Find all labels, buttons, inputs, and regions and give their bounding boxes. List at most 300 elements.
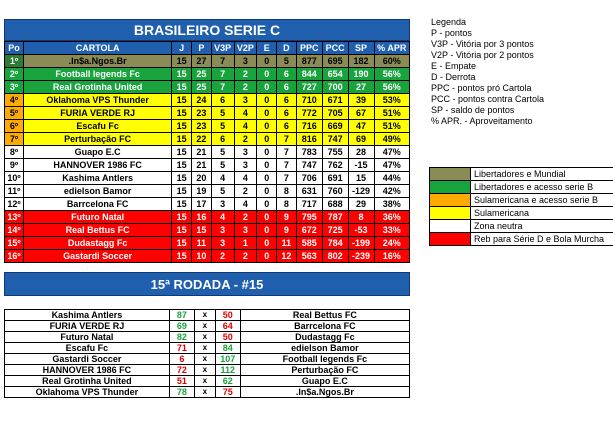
cell-v2p: 4 bbox=[234, 120, 257, 133]
cell-games: 15 bbox=[172, 94, 192, 107]
cell-pcc: 691 bbox=[322, 172, 348, 185]
cell-draws: 0 bbox=[257, 237, 277, 250]
cell-sp: 182 bbox=[348, 55, 374, 68]
cell-position: 6º bbox=[5, 120, 24, 133]
legend-item: PPC - pontos pró Cartola bbox=[431, 83, 532, 93]
col-header-v3p[interactable]: V3P bbox=[211, 42, 234, 55]
zone-color-swatch bbox=[430, 207, 471, 219]
cell-apr: 51% bbox=[374, 107, 409, 120]
cell-sp: 27 bbox=[348, 81, 374, 94]
cell-apr: 49% bbox=[374, 133, 409, 146]
zone-label: Reb para Série D e Bola Murcha bbox=[474, 234, 605, 244]
cell-games: 15 bbox=[172, 237, 192, 250]
cell-ppc: 795 bbox=[296, 211, 322, 224]
col-header-losses[interactable]: D bbox=[277, 42, 297, 55]
cell-v3p: 2 bbox=[211, 250, 234, 263]
cell-team: Barrcelona FC bbox=[23, 198, 171, 211]
cell-points: 21 bbox=[191, 159, 211, 172]
standings-row[interactable] bbox=[5, 250, 410, 263]
zone-legend-item bbox=[429, 206, 613, 220]
cell-team: FURIA VERDE RJ bbox=[23, 107, 171, 120]
cell-position: 13º bbox=[5, 211, 24, 224]
zone-color-swatch bbox=[430, 233, 471, 245]
cell-games: 15 bbox=[172, 55, 192, 68]
cell-losses: 6 bbox=[277, 68, 297, 81]
cell-ppc: 717 bbox=[296, 198, 322, 211]
standings-row[interactable] bbox=[5, 68, 410, 81]
cell-games: 15 bbox=[172, 185, 192, 198]
cell-pcc: 700 bbox=[322, 81, 348, 94]
cell-points: 25 bbox=[191, 68, 211, 81]
cell-draws: 0 bbox=[257, 250, 277, 263]
versus-mark: x bbox=[194, 321, 215, 332]
cell-losses: 6 bbox=[277, 120, 297, 133]
col-header-games[interactable]: J bbox=[172, 42, 192, 55]
home-score: 71 bbox=[169, 343, 194, 354]
cell-losses: 6 bbox=[277, 94, 297, 107]
home-team: FURIA VERDE RJ bbox=[5, 321, 170, 332]
zone-color-swatch bbox=[430, 220, 471, 232]
cell-ppc: 672 bbox=[296, 224, 322, 237]
legend-item: E - Empate bbox=[431, 61, 477, 71]
zone-legend-item bbox=[429, 180, 613, 194]
home-score: 82 bbox=[169, 332, 194, 343]
standings-row[interactable] bbox=[5, 120, 410, 133]
game-row[interactable] bbox=[5, 321, 410, 332]
away-score: 84 bbox=[215, 343, 240, 354]
standings-row[interactable] bbox=[5, 172, 410, 185]
cell-ppc: 710 bbox=[296, 94, 322, 107]
versus-mark: x bbox=[194, 365, 215, 376]
versus-mark: x bbox=[194, 343, 215, 354]
away-score: 112 bbox=[215, 365, 240, 376]
away-team: Barrcelona FC bbox=[240, 321, 409, 332]
cell-games: 15 bbox=[172, 68, 192, 81]
cell-ppc: 706 bbox=[296, 172, 322, 185]
cell-points: 19 bbox=[191, 185, 211, 198]
cell-draws: 0 bbox=[257, 172, 277, 185]
cell-apr: 38% bbox=[374, 198, 409, 211]
home-team: HANNOVER 1986 FC bbox=[5, 365, 170, 376]
cell-pcc: 755 bbox=[322, 146, 348, 159]
away-score: 64 bbox=[215, 321, 240, 332]
cell-v3p: 4 bbox=[211, 211, 234, 224]
cell-losses: 9 bbox=[277, 224, 297, 237]
cell-games: 15 bbox=[172, 81, 192, 94]
cell-position: 2º bbox=[5, 68, 24, 81]
versus-mark: x bbox=[194, 387, 215, 398]
cell-v2p: 3 bbox=[234, 159, 257, 172]
cell-draws: 0 bbox=[257, 198, 277, 211]
cell-points: 10 bbox=[191, 250, 211, 263]
standings-row[interactable] bbox=[5, 94, 410, 107]
game-row[interactable] bbox=[5, 376, 410, 387]
zone-color-swatch bbox=[430, 181, 471, 193]
cell-pcc: 695 bbox=[322, 55, 348, 68]
standings-row[interactable] bbox=[5, 224, 410, 237]
standings-row[interactable] bbox=[5, 211, 410, 224]
cell-position: 4º bbox=[5, 94, 24, 107]
cell-team: Football legends Fc bbox=[23, 68, 171, 81]
cell-apr: 60% bbox=[374, 55, 409, 68]
cell-sp: 15 bbox=[348, 172, 374, 185]
cell-pcc: 760 bbox=[322, 185, 348, 198]
cell-losses: 7 bbox=[277, 159, 297, 172]
games-body bbox=[5, 310, 410, 398]
cell-v3p: 5 bbox=[211, 146, 234, 159]
cell-v2p: 2 bbox=[234, 250, 257, 263]
cell-apr: 36% bbox=[374, 211, 409, 224]
legend-item: % APR. - Aproveitamento bbox=[431, 116, 533, 126]
cell-apr: 16% bbox=[374, 250, 409, 263]
cell-pcc: 669 bbox=[322, 120, 348, 133]
cell-draws: 0 bbox=[257, 94, 277, 107]
cell-draws: 0 bbox=[257, 68, 277, 81]
cell-position: 16º bbox=[5, 250, 24, 263]
cell-position: 11º bbox=[5, 185, 24, 198]
cell-v3p: 3 bbox=[211, 224, 234, 237]
cell-points: 17 bbox=[191, 198, 211, 211]
cell-v3p: 5 bbox=[211, 159, 234, 172]
cell-v2p: 4 bbox=[234, 107, 257, 120]
col-header-draws[interactable]: E bbox=[257, 42, 277, 55]
cell-team: Kashima Antlers bbox=[23, 172, 171, 185]
cell-games: 15 bbox=[172, 250, 192, 263]
cell-v2p: 4 bbox=[234, 198, 257, 211]
cell-sp: -239 bbox=[348, 250, 374, 263]
standings-title: BRASILEIRO SERIE C bbox=[4, 19, 410, 41]
standings-body bbox=[5, 55, 410, 263]
cell-position: 5º bbox=[5, 107, 24, 120]
cell-pcc: 671 bbox=[322, 94, 348, 107]
cell-ppc: 716 bbox=[296, 120, 322, 133]
home-score: 51 bbox=[169, 376, 194, 387]
cell-pcc: 705 bbox=[322, 107, 348, 120]
cell-pcc: 654 bbox=[322, 68, 348, 81]
cell-sp: -129 bbox=[348, 185, 374, 198]
game-row[interactable] bbox=[5, 354, 410, 365]
cell-points: 23 bbox=[191, 120, 211, 133]
cell-sp: 190 bbox=[348, 68, 374, 81]
away-team: .In$a.Ngos.Br bbox=[240, 387, 409, 398]
home-team: Escafu Fc bbox=[5, 343, 170, 354]
cell-draws: 0 bbox=[257, 120, 277, 133]
col-header-v2p[interactable]: V2P bbox=[234, 42, 257, 55]
cell-points: 22 bbox=[191, 133, 211, 146]
cell-ppc: 727 bbox=[296, 81, 322, 94]
cell-v3p: 5 bbox=[211, 185, 234, 198]
cell-team: Perturbação FC bbox=[23, 133, 171, 146]
standings-row[interactable] bbox=[5, 146, 410, 159]
cell-points: 20 bbox=[191, 172, 211, 185]
cell-apr: 44% bbox=[374, 172, 409, 185]
cell-losses: 6 bbox=[277, 81, 297, 94]
cell-position: 10º bbox=[5, 172, 24, 185]
cell-position: 1º bbox=[5, 55, 24, 68]
cell-losses: 8 bbox=[277, 198, 297, 211]
zone-color-legend bbox=[429, 168, 613, 246]
cell-losses: 7 bbox=[277, 146, 297, 159]
game-row[interactable] bbox=[5, 343, 410, 354]
cell-team: Gastardi Soccer bbox=[23, 250, 171, 263]
cell-sp: 69 bbox=[348, 133, 374, 146]
cell-games: 15 bbox=[172, 224, 192, 237]
cell-apr: 47% bbox=[374, 159, 409, 172]
cell-v2p: 3 bbox=[234, 146, 257, 159]
home-score: 78 bbox=[169, 387, 194, 398]
cell-draws: 0 bbox=[257, 224, 277, 237]
cell-ppc: 783 bbox=[296, 146, 322, 159]
cell-team: HANNOVER 1986 FC bbox=[23, 159, 171, 172]
zone-legend-item bbox=[429, 219, 613, 233]
zone-legend-item bbox=[429, 232, 613, 246]
cell-losses: 7 bbox=[277, 133, 297, 146]
cell-draws: 0 bbox=[257, 159, 277, 172]
standings-row[interactable] bbox=[5, 185, 410, 198]
cell-position: 8º bbox=[5, 146, 24, 159]
legend-title: Legenda bbox=[431, 17, 467, 27]
cell-sp: 8 bbox=[348, 211, 374, 224]
cell-v3p: 3 bbox=[211, 198, 234, 211]
cell-losses: 6 bbox=[277, 107, 297, 120]
col-header-points[interactable]: P bbox=[191, 42, 211, 55]
cell-sp: 67 bbox=[348, 107, 374, 120]
cell-pcc: 787 bbox=[322, 211, 348, 224]
round-games-table bbox=[4, 309, 410, 398]
col-header-team[interactable]: CARTOLA bbox=[23, 42, 171, 55]
cell-v3p: 7 bbox=[211, 55, 234, 68]
zone-label: Libertadores e Mundial bbox=[474, 169, 566, 179]
cell-draws: 0 bbox=[257, 211, 277, 224]
game-row[interactable] bbox=[5, 332, 410, 343]
away-team: Real Bettus FC bbox=[240, 310, 409, 321]
cell-draws: 0 bbox=[257, 55, 277, 68]
cell-v3p: 7 bbox=[211, 68, 234, 81]
col-header-ppc[interactable]: PPC bbox=[296, 42, 322, 55]
cell-v2p: 2 bbox=[234, 185, 257, 198]
cell-apr: 51% bbox=[374, 120, 409, 133]
cell-pcc: 688 bbox=[322, 198, 348, 211]
away-score: 62 bbox=[215, 376, 240, 387]
cell-apr: 24% bbox=[374, 237, 409, 250]
cell-team: Real Bettus FC bbox=[23, 224, 171, 237]
col-header-sp[interactable]: SP bbox=[348, 42, 374, 55]
cell-draws: 0 bbox=[257, 107, 277, 120]
cell-apr: 42% bbox=[374, 185, 409, 198]
zone-color-swatch bbox=[430, 194, 471, 206]
cell-pcc: 747 bbox=[322, 133, 348, 146]
cell-ppc: 585 bbox=[296, 237, 322, 250]
away-score: 107 bbox=[215, 354, 240, 365]
cell-draws: 0 bbox=[257, 133, 277, 146]
home-score: 72 bbox=[169, 365, 194, 376]
cell-sp: 47 bbox=[348, 120, 374, 133]
cell-v2p: 2 bbox=[234, 133, 257, 146]
cell-points: 15 bbox=[191, 224, 211, 237]
cell-losses: 11 bbox=[277, 237, 297, 250]
cell-ppc: 747 bbox=[296, 159, 322, 172]
zone-label: Libertadores e acesso serie B bbox=[474, 182, 594, 192]
cell-draws: 0 bbox=[257, 185, 277, 198]
home-team: Real Grotinha United bbox=[5, 376, 170, 387]
standings-row[interactable] bbox=[5, 55, 410, 68]
home-team: Futuro Natal bbox=[5, 332, 170, 343]
cell-games: 15 bbox=[172, 172, 192, 185]
cell-apr: 33% bbox=[374, 224, 409, 237]
cell-games: 15 bbox=[172, 159, 192, 172]
away-team: edielson Bamor bbox=[240, 343, 409, 354]
away-team: Perturbação FC bbox=[240, 365, 409, 376]
standings-row[interactable] bbox=[5, 107, 410, 120]
zone-color-swatch bbox=[430, 168, 471, 180]
cell-v3p: 6 bbox=[211, 133, 234, 146]
cell-ppc: 631 bbox=[296, 185, 322, 198]
cell-v3p: 6 bbox=[211, 94, 234, 107]
cell-pcc: 725 bbox=[322, 224, 348, 237]
legend-item: D - Derrota bbox=[431, 72, 476, 82]
standings-row[interactable] bbox=[5, 133, 410, 146]
cell-v2p: 1 bbox=[234, 237, 257, 250]
legend-item: P - pontos bbox=[431, 28, 472, 38]
cell-team: Dudastagg Fc bbox=[23, 237, 171, 250]
home-team: Kashima Antlers bbox=[5, 310, 170, 321]
cell-team: Escafu Fc bbox=[23, 120, 171, 133]
legend-item: V3P - Vitória por 3 pontos bbox=[431, 39, 534, 49]
cell-team: Oklahoma VPS Thunder bbox=[23, 94, 171, 107]
col-header-pcc[interactable]: PCC bbox=[322, 42, 348, 55]
cell-v3p: 7 bbox=[211, 81, 234, 94]
cell-apr: 53% bbox=[374, 94, 409, 107]
cell-sp: -53 bbox=[348, 224, 374, 237]
cell-position: 14º bbox=[5, 224, 24, 237]
cell-apr: 56% bbox=[374, 81, 409, 94]
cell-team: .In$a.Ngos.Br bbox=[23, 55, 171, 68]
cell-sp: -15 bbox=[348, 159, 374, 172]
cell-sp: 39 bbox=[348, 94, 374, 107]
cell-position: 12º bbox=[5, 198, 24, 211]
cell-v3p: 4 bbox=[211, 172, 234, 185]
cell-pcc: 784 bbox=[322, 237, 348, 250]
cell-losses: 8 bbox=[277, 185, 297, 198]
cell-ppc: 844 bbox=[296, 68, 322, 81]
cell-ppc: 772 bbox=[296, 107, 322, 120]
cell-v2p: 2 bbox=[234, 68, 257, 81]
versus-mark: x bbox=[194, 310, 215, 321]
away-score: 75 bbox=[215, 387, 240, 398]
cell-ppc: 877 bbox=[296, 55, 322, 68]
standings-row[interactable] bbox=[5, 237, 410, 250]
cell-position: 3º bbox=[5, 81, 24, 94]
cell-points: 25 bbox=[191, 81, 211, 94]
home-score: 87 bbox=[169, 310, 194, 321]
cell-v2p: 2 bbox=[234, 81, 257, 94]
cell-v2p: 3 bbox=[234, 224, 257, 237]
away-team: Guapo E.C bbox=[240, 376, 409, 387]
cell-sp: 29 bbox=[348, 198, 374, 211]
zone-label: Sulamericana bbox=[474, 208, 530, 218]
standings-header-row bbox=[5, 42, 410, 55]
cell-apr: 47% bbox=[374, 146, 409, 159]
home-team: Gastardi Soccer bbox=[5, 354, 170, 365]
round-title: 15ª RODADA - #15 bbox=[4, 272, 410, 296]
cell-points: 23 bbox=[191, 107, 211, 120]
abbreviation-legend bbox=[431, 17, 544, 127]
cell-losses: 12 bbox=[277, 250, 297, 263]
legend-item: SP - saldo de pontos bbox=[431, 105, 515, 115]
cell-apr: 56% bbox=[374, 68, 409, 81]
cell-pcc: 762 bbox=[322, 159, 348, 172]
cell-team: Futuro Natal bbox=[23, 211, 171, 224]
cell-points: 27 bbox=[191, 55, 211, 68]
cell-points: 11 bbox=[191, 237, 211, 250]
cell-games: 15 bbox=[172, 211, 192, 224]
cell-v2p: 4 bbox=[234, 172, 257, 185]
zone-label: Sulamericana e acesso serie B bbox=[474, 195, 599, 205]
cell-sp: 28 bbox=[348, 146, 374, 159]
zone-legend-item bbox=[429, 167, 613, 181]
cell-position: 7º bbox=[5, 133, 24, 146]
standings-row[interactable] bbox=[5, 159, 410, 172]
cell-v2p: 2 bbox=[234, 211, 257, 224]
cell-team: Guapo E.C bbox=[23, 146, 171, 159]
cell-points: 24 bbox=[191, 94, 211, 107]
versus-mark: x bbox=[194, 354, 215, 365]
game-row[interactable] bbox=[5, 310, 410, 321]
col-header-apr[interactable]: % APR bbox=[374, 42, 409, 55]
cell-v3p: 3 bbox=[211, 237, 234, 250]
cell-ppc: 563 bbox=[296, 250, 322, 263]
cell-games: 15 bbox=[172, 146, 192, 159]
cell-games: 15 bbox=[172, 107, 192, 120]
zone-label: Zona neutra bbox=[474, 221, 523, 231]
cell-points: 21 bbox=[191, 146, 211, 159]
versus-mark: x bbox=[194, 376, 215, 387]
cell-games: 15 bbox=[172, 198, 192, 211]
cell-sp: -199 bbox=[348, 237, 374, 250]
cell-draws: 0 bbox=[257, 146, 277, 159]
cell-team: edielson Bamor bbox=[23, 185, 171, 198]
home-team: Oklahoma VPS Thunder bbox=[5, 387, 170, 398]
cell-points: 16 bbox=[191, 211, 211, 224]
cell-v2p: 3 bbox=[234, 94, 257, 107]
cell-position: 15º bbox=[5, 237, 24, 250]
cell-pcc: 802 bbox=[322, 250, 348, 263]
away-team: Football legends Fc bbox=[240, 354, 409, 365]
col-header-position[interactable]: Po bbox=[5, 42, 24, 55]
away-score: 50 bbox=[215, 332, 240, 343]
cell-team: Real Grotinha United bbox=[23, 81, 171, 94]
cell-games: 15 bbox=[172, 133, 192, 146]
away-score: 50 bbox=[215, 310, 240, 321]
cell-losses: 5 bbox=[277, 55, 297, 68]
cell-v2p: 3 bbox=[234, 55, 257, 68]
cell-position: 9º bbox=[5, 159, 24, 172]
cell-games: 15 bbox=[172, 120, 192, 133]
cell-v3p: 5 bbox=[211, 107, 234, 120]
standings-table bbox=[4, 41, 410, 263]
versus-mark: x bbox=[194, 332, 215, 343]
cell-losses: 9 bbox=[277, 211, 297, 224]
standings-row[interactable] bbox=[5, 198, 410, 211]
home-score: 69 bbox=[169, 321, 194, 332]
zone-legend-item bbox=[429, 193, 613, 207]
cell-losses: 7 bbox=[277, 172, 297, 185]
away-team: Dudastagg Fc bbox=[240, 332, 409, 343]
legend-item: V2P - Vitória por 2 pontos bbox=[431, 50, 534, 60]
game-row[interactable] bbox=[5, 365, 410, 376]
game-row[interactable] bbox=[5, 387, 410, 398]
standings-row[interactable] bbox=[5, 81, 410, 94]
